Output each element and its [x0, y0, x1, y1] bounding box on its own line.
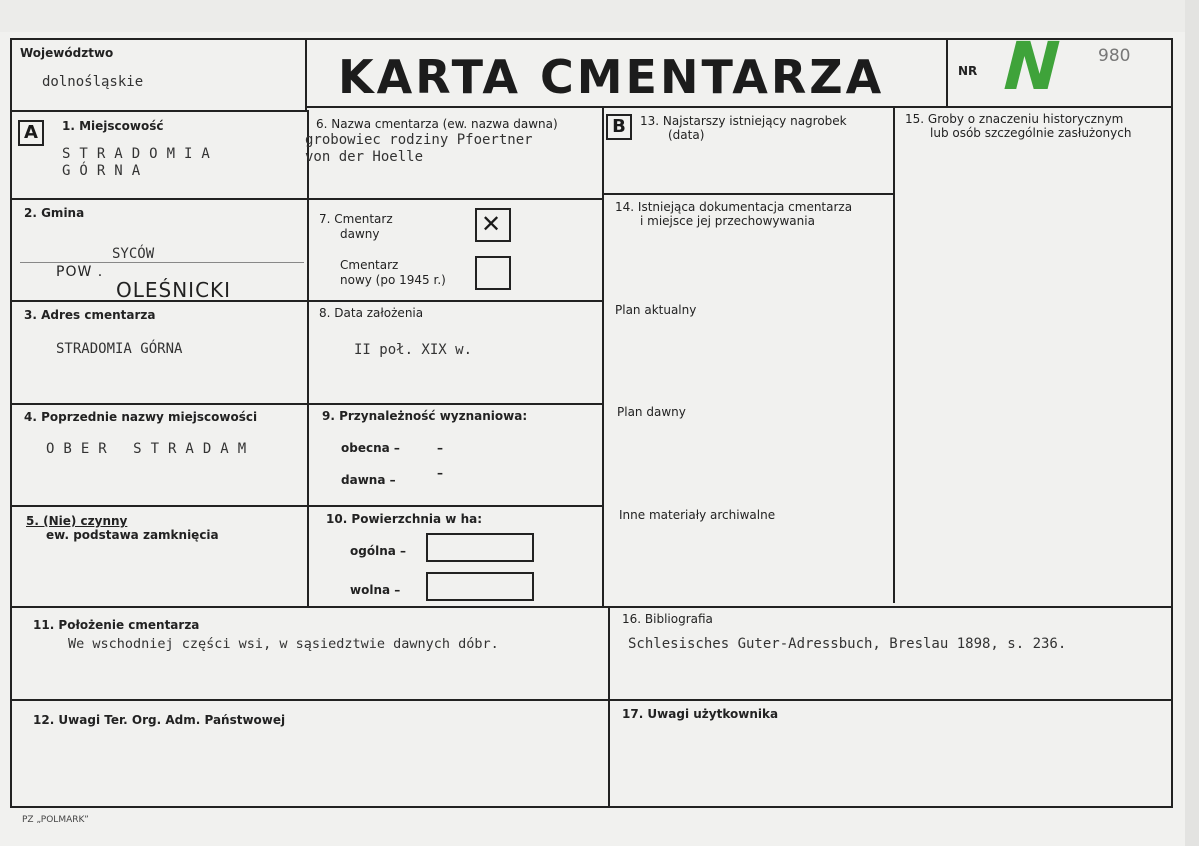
f17-label: 17. Uwagi użytkownika	[622, 707, 779, 721]
f7-nowy-line1: Cmentarz	[340, 258, 399, 272]
f10-wolna-input[interactable]	[426, 572, 534, 601]
f15-label-line1: 15. Groby o znaczeniu historycznym	[905, 112, 1124, 126]
wojewodztwo-value: dolnośląskie	[42, 74, 144, 90]
f8-label: 8. Data założenia	[319, 306, 424, 320]
section-a-letter: A	[18, 120, 44, 146]
nr-number: 980	[1098, 46, 1131, 66]
left-hdiv-3	[12, 403, 602, 405]
f8-value: II poł. XIX w.	[354, 342, 473, 358]
f10-ogolna-label: ogólna –	[350, 544, 407, 558]
left-hdiv-1	[12, 198, 602, 200]
f7-nowy-checkbox[interactable]	[475, 256, 511, 290]
f2-pow-label: POW .	[56, 264, 104, 280]
frame-left	[10, 38, 12, 808]
f14-plan-dawny: Plan dawny	[617, 405, 686, 419]
wojewodztwo-label: Województwo	[20, 46, 114, 60]
f5-label-line2: ew. podstawa zamknięcia	[46, 528, 219, 542]
f6-line2: von der Hoelle	[305, 149, 424, 165]
f1-label: 1. Miejscowość	[62, 119, 164, 133]
f7-dawny-mark: ✕	[481, 210, 502, 238]
f1-line1: STRADOMIA	[62, 146, 219, 162]
nr-label: NR	[958, 64, 978, 78]
f11-label: 11. Położenie cmentarza	[33, 618, 200, 632]
card-title: KARTA CMENTARZA	[338, 50, 885, 104]
f3-value: STRADOMIA GÓRNA	[56, 341, 183, 357]
b-hdiv-1	[604, 193, 893, 195]
f15-label-line2: lub osób szczególnie zasłużonych	[930, 126, 1132, 140]
f9-dawna-value: –	[437, 466, 443, 480]
bottom-vdiv	[608, 606, 610, 806]
f16-label: 16. Bibliografia	[622, 612, 713, 626]
f2-value: SYCÓW	[112, 246, 155, 262]
f6-label: 6. Nazwa cmentarza (ew. nazwa dawna)	[316, 117, 558, 131]
f13-label-line1: 13. Najstarszy istniejący nagrobek	[640, 114, 847, 128]
f14-plan-aktualny: Plan aktualny	[615, 303, 697, 317]
f14-label-line2: i miejsce jej przechowywania	[640, 214, 815, 228]
f1-line2: GÓRNA	[62, 163, 150, 179]
f10-ogolna-input[interactable]	[426, 533, 534, 562]
bottom-hdiv-1	[12, 606, 1173, 608]
f9-label: 9. Przynależność wyznaniowa:	[322, 409, 528, 423]
section-b-letter: B	[606, 114, 632, 140]
left-hdiv-4	[12, 505, 602, 507]
printer-imprint: PZ „POLMARK”	[22, 815, 89, 825]
f14-label-line1: 14. Istniejąca dokumentacja cmentarza	[615, 200, 853, 214]
frame-bottom	[10, 806, 1173, 808]
col-div-b	[602, 108, 604, 606]
f11-value: We wschodniej części wsi, w sąsiedztwie dawnych dóbr.	[68, 636, 499, 652]
left-hdiv-2	[12, 300, 602, 302]
f16-value: Schlesisches Guter-Adressbuch, Breslau 1898, s. 236.	[628, 636, 1067, 652]
f9-obecna: obecna –	[341, 441, 400, 455]
bottom-hdiv-2	[12, 699, 1173, 701]
f7-dawny: dawny	[340, 227, 380, 241]
f7-nowy-line2: nowy (po 1945 r.)	[340, 273, 446, 287]
f14-inne: Inne materiały archiwalne	[619, 508, 776, 522]
card-right-edge	[1185, 0, 1199, 846]
gmina-underline	[20, 262, 304, 263]
f10-label: 10. Powierzchnia w ha:	[326, 512, 483, 526]
f9-dawna: dawna –	[341, 473, 396, 487]
f13-label-line2: (data)	[668, 128, 705, 142]
frame-right	[1171, 38, 1173, 808]
col-div-c	[893, 106, 895, 603]
f6-line1: grobowiec rodziny Pfoertner	[305, 132, 533, 148]
f12-label: 12. Uwagi Ter. Org. Adm. Państwowej	[33, 713, 286, 727]
f4-label: 4. Poprzednie nazwy miejscowości	[24, 410, 258, 424]
header-divider-1	[305, 38, 307, 110]
f9-obecna-value: –	[437, 441, 443, 455]
frame-top	[10, 38, 1173, 40]
nr-handwritten-mark: N	[994, 28, 1069, 105]
f5-label-line1: 5. (Nie) czynny	[26, 514, 128, 528]
f4-value: OBER STRADAM	[46, 441, 256, 457]
f2-label: 2. Gmina	[24, 206, 85, 220]
header-bottom-right	[307, 106, 1173, 108]
f3-label: 3. Adres cmentarza	[24, 308, 156, 322]
header-divider-2	[946, 38, 948, 108]
col-div-a	[307, 110, 309, 608]
f10-wolna-label: wolna –	[350, 583, 401, 597]
f7-label: 7. Cmentarz	[319, 212, 393, 226]
f2-pow-value: OLEŚNICKI	[116, 278, 232, 302]
header-bottom-left	[10, 110, 307, 112]
